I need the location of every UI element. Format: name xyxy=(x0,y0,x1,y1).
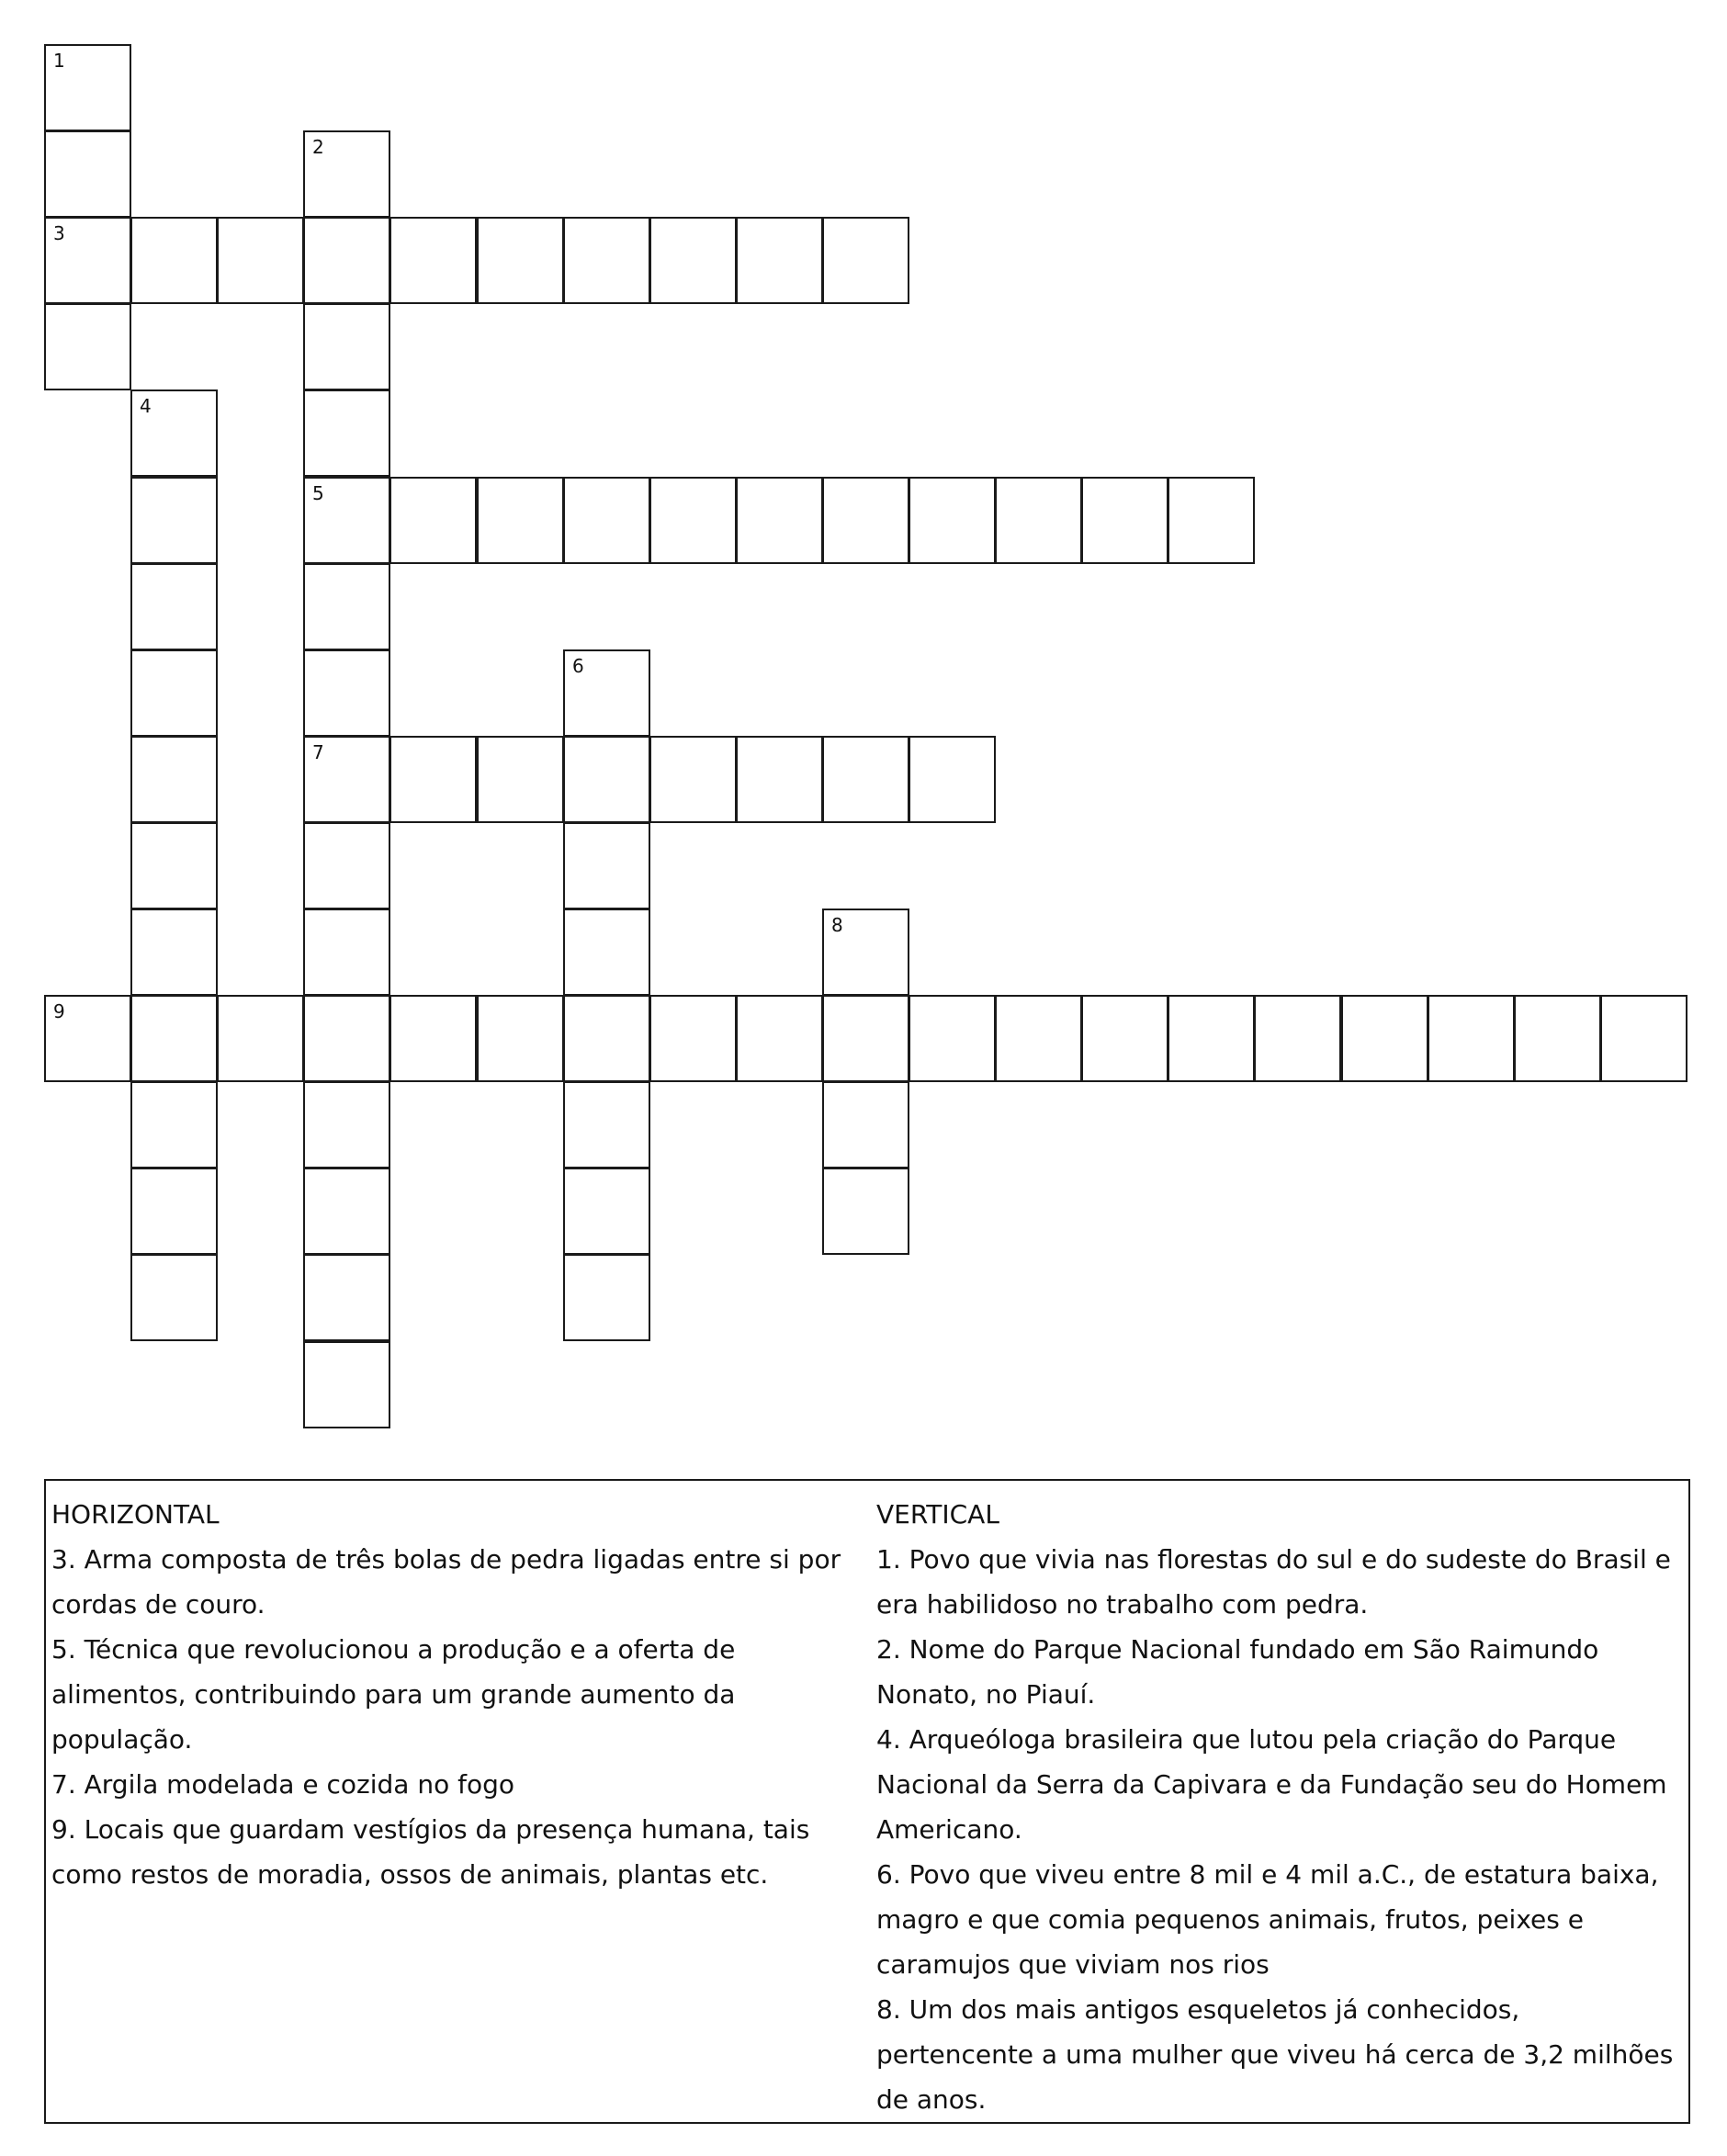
grid-cell[interactable] xyxy=(44,995,131,1082)
clue-number: 7 xyxy=(312,741,324,763)
grid-cell[interactable] xyxy=(130,736,218,823)
grid-cell[interactable] xyxy=(130,217,218,304)
grid-cell[interactable] xyxy=(389,477,477,564)
clue-vertical-1: 1. Povo que vivia nas florestas do sul e do sudeste do Brasil e era habilidoso no trabalho com pedra. xyxy=(876,1544,1671,1620)
grid-cell[interactable] xyxy=(563,649,650,737)
grid-cell[interactable] xyxy=(736,217,823,304)
grid-cell[interactable] xyxy=(563,477,650,564)
grid-cell[interactable] xyxy=(563,736,650,823)
grid-cell[interactable] xyxy=(822,477,909,564)
clue-number: 5 xyxy=(312,482,324,504)
grid-cell[interactable] xyxy=(44,217,131,304)
grid-cell[interactable] xyxy=(1081,995,1168,1082)
grid-cell[interactable] xyxy=(822,909,909,996)
grid-cell[interactable] xyxy=(303,736,390,823)
grid-cell[interactable] xyxy=(303,1081,390,1168)
clue-number: 9 xyxy=(53,1000,65,1022)
grid-cell[interactable] xyxy=(303,477,390,564)
clue-number: 8 xyxy=(831,914,843,936)
grid-cell[interactable] xyxy=(822,995,909,1082)
grid-cell[interactable] xyxy=(563,1254,650,1341)
clue-vertical-4: 4. Arqueóloga brasileira que lutou pela criação do Parque Nacional da Serra da Capivara e da Fundação seu do Homem Americano. xyxy=(876,1724,1667,1845)
grid-cell[interactable] xyxy=(130,563,218,650)
horizontal-clues xyxy=(51,1492,860,1897)
grid-cell[interactable] xyxy=(303,217,390,304)
grid-cell[interactable] xyxy=(44,303,131,390)
clue-horizontal-9: 9. Locais que guardam vestígios da presença humana, tais como restos de moradia, ossos de animais, plantas etc. xyxy=(51,1814,810,1890)
grid-cell[interactable] xyxy=(563,822,650,909)
clue-horizontal-7: 7. Argila modelada e cozida no fogo xyxy=(51,1769,514,1800)
grid-cell[interactable] xyxy=(1600,995,1687,1082)
grid-cell[interactable] xyxy=(822,1168,909,1255)
grid-cell[interactable] xyxy=(1514,995,1601,1082)
grid-cell[interactable] xyxy=(130,649,218,737)
grid-cell[interactable] xyxy=(303,303,390,390)
grid-cell[interactable] xyxy=(563,995,650,1082)
grid-cell[interactable] xyxy=(477,477,564,564)
grid-cell[interactable] xyxy=(130,477,218,564)
grid-cell[interactable] xyxy=(736,995,823,1082)
grid-cell[interactable] xyxy=(736,477,823,564)
grid-cell[interactable] xyxy=(303,649,390,737)
clue-horizontal-3: 3. Arma composta de três bolas de pedra ligadas entre si por cordas de couro. xyxy=(51,1544,841,1620)
grid-cell[interactable] xyxy=(303,1254,390,1341)
horizontal-heading: HORIZONTAL xyxy=(51,1499,220,1530)
grid-cell[interactable] xyxy=(909,995,996,1082)
grid-cell[interactable] xyxy=(995,995,1082,1082)
grid-cell[interactable] xyxy=(1341,995,1428,1082)
clue-number: 6 xyxy=(572,655,584,677)
grid-cell[interactable] xyxy=(130,995,218,1082)
grid-cell[interactable] xyxy=(822,736,909,823)
grid-cell[interactable] xyxy=(563,909,650,996)
grid-cell[interactable] xyxy=(1081,477,1168,564)
clue-number: 2 xyxy=(312,136,324,158)
grid-cell[interactable] xyxy=(563,1081,650,1168)
grid-cell[interactable] xyxy=(649,995,737,1082)
grid-cell[interactable] xyxy=(130,909,218,996)
grid-cell[interactable] xyxy=(909,477,996,564)
clues-panel xyxy=(44,1479,1690,2124)
grid-cell[interactable] xyxy=(130,1081,218,1168)
grid-cell[interactable] xyxy=(389,995,477,1082)
clue-number: 4 xyxy=(140,395,152,417)
grid-cell[interactable] xyxy=(303,1168,390,1255)
grid-cell[interactable] xyxy=(44,130,131,218)
grid-cell[interactable] xyxy=(477,217,564,304)
grid-cell[interactable] xyxy=(649,477,737,564)
grid-cell[interactable] xyxy=(130,822,218,909)
grid-cell[interactable] xyxy=(303,822,390,909)
grid-cell[interactable] xyxy=(303,389,390,477)
grid-cell[interactable] xyxy=(1168,477,1255,564)
grid-cell[interactable] xyxy=(303,130,390,218)
grid-cell[interactable] xyxy=(389,736,477,823)
grid-cell[interactable] xyxy=(303,1341,390,1428)
grid-cell[interactable] xyxy=(303,563,390,650)
grid-cell[interactable] xyxy=(1168,995,1255,1082)
grid-cell[interactable] xyxy=(736,736,823,823)
grid-cell[interactable] xyxy=(303,909,390,996)
grid-cell[interactable] xyxy=(217,217,304,304)
grid-cell[interactable] xyxy=(822,217,909,304)
clue-vertical-6: 6. Povo que viveu entre 8 mil e 4 mil a.C., de estatura baixa, magro e que comia pequenos animais, frutos, peixes e caramujos que viviam nos rios xyxy=(876,1859,1659,1980)
grid-cell[interactable] xyxy=(1254,995,1341,1082)
grid-cell[interactable] xyxy=(44,44,131,131)
grid-cell[interactable] xyxy=(217,995,304,1082)
grid-cell[interactable] xyxy=(995,477,1082,564)
grid-cell[interactable] xyxy=(130,389,218,477)
clue-horizontal-5: 5. Técnica que revolucionou a produção e a oferta de alimentos, contribuindo para um grande aumento da população. xyxy=(51,1634,736,1755)
clue-number: 3 xyxy=(53,222,65,244)
grid-cell[interactable] xyxy=(563,1168,650,1255)
vertical-clues xyxy=(876,1492,1685,2122)
grid-cell[interactable] xyxy=(1428,995,1515,1082)
grid-cell[interactable] xyxy=(477,736,564,823)
grid-cell[interactable] xyxy=(130,1254,218,1341)
grid-cell[interactable] xyxy=(303,995,390,1082)
grid-cell[interactable] xyxy=(389,217,477,304)
vertical-heading: VERTICAL xyxy=(876,1499,999,1530)
grid-cell[interactable] xyxy=(130,1168,218,1255)
clue-vertical-2: 2. Nome do Parque Nacional fundado em São Raimundo Nonato, no Piauí. xyxy=(876,1634,1599,1710)
grid-cell[interactable] xyxy=(909,736,996,823)
grid-cell[interactable] xyxy=(649,736,737,823)
clue-vertical-8: 8. Um dos mais antigos esqueletos já conhecidos, pertencente a uma mulher que viveu há cerca de 3,2 milhões de anos. xyxy=(876,1994,1674,2115)
grid-cell[interactable] xyxy=(822,1081,909,1168)
grid-cell[interactable] xyxy=(477,995,564,1082)
grid-cell[interactable] xyxy=(649,217,737,304)
grid-cell[interactable] xyxy=(563,217,650,304)
clue-number: 1 xyxy=(53,50,65,72)
